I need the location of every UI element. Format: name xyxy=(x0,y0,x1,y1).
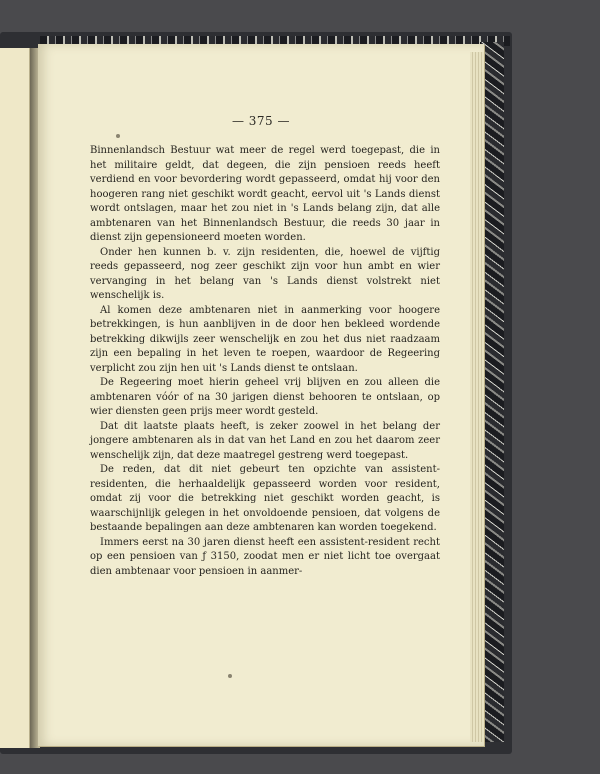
paragraph: Immers eerst na 30 jaren dienst heeft een assistent-resident recht op een pensioen van ƒ 3150, zoodat men er niet licht toe overgaat dien ambtenaar voor pensioen in aanmer- xyxy=(90,536,440,577)
paragraph: Al komen deze ambtenaren niet in aanmerking voor hoogere betrekkingen, is hun aanblijven in de door hen bekleed wordende betrekking dikwijls zeer wenschelijk en zou het dus niet raadzaam zijn een bepaling in het leven te roepen, waardoor de Regeering verplicht zou zijn hen uit 's Lands dienst te ontslaan. xyxy=(90,304,440,374)
ink-speck xyxy=(116,134,120,138)
paragraph: Dat dit laatste plaats heeft, is zeker zoowel in het belang der jongere ambtenaren als in dat van het Land en zou het daarom zeer wenschelijk zijn, dat deze maatregel gestreng werd toegepast. xyxy=(90,420,440,461)
paragraph: De Regeering moet hierin geheel vrij blijven en zou alleen die ambtenaren vóór of na 30 jarigen dienst behooren te ontslaan, op wier diensten geen prijs meer wordt gesteld. xyxy=(90,377,440,417)
page-stack-edge xyxy=(470,52,484,742)
paragraph: Onder hen kunnen b. v. zijn residenten, die, hoewel de vijftig reeds gepasseerd, nog zeer geschikt zijn voor hun ambt en wier vervanging in het belang van 's Lands dienst volstrekt niet wenschelijk is. xyxy=(90,246,440,301)
ink-speck xyxy=(228,674,232,678)
page-text xyxy=(90,144,440,579)
left-page-edge xyxy=(0,48,30,748)
page-number: — 375 — xyxy=(231,114,291,128)
paragraph: Binnenlandsch Bestuur wat meer de regel werd toegepast, die in het militaire geldt, dat degeen, die zijn pensioen reeds heeft verdiend en voor bevordering wordt gepasseerd, omdat hij voor den hoogeren rang niet geschikt wordt geacht, eervol uit 's Lands dienst wordt ontslagen, maar het zou niet in 's Lands belang zijn, dat alle ambtenaren van het Binnenlandsch Bestuur, die reeds 30 jaar in dienst zijn gepensioneerd moeten worden. xyxy=(90,145,440,243)
paragraph: De reden, dat dit niet gebeurt ten opzichte van assistent-residenten, die herhaaldelijk gepasseerd worden voor resident, omdat zij voor die betrekking niet geschikt worden geacht, is waarschijnlijk gelegen in het onvoldoende pensioen, dat volgens de bestaande bepalingen aan deze ambtenaren kan worden toegekend. xyxy=(90,464,440,533)
book-page xyxy=(38,44,484,746)
